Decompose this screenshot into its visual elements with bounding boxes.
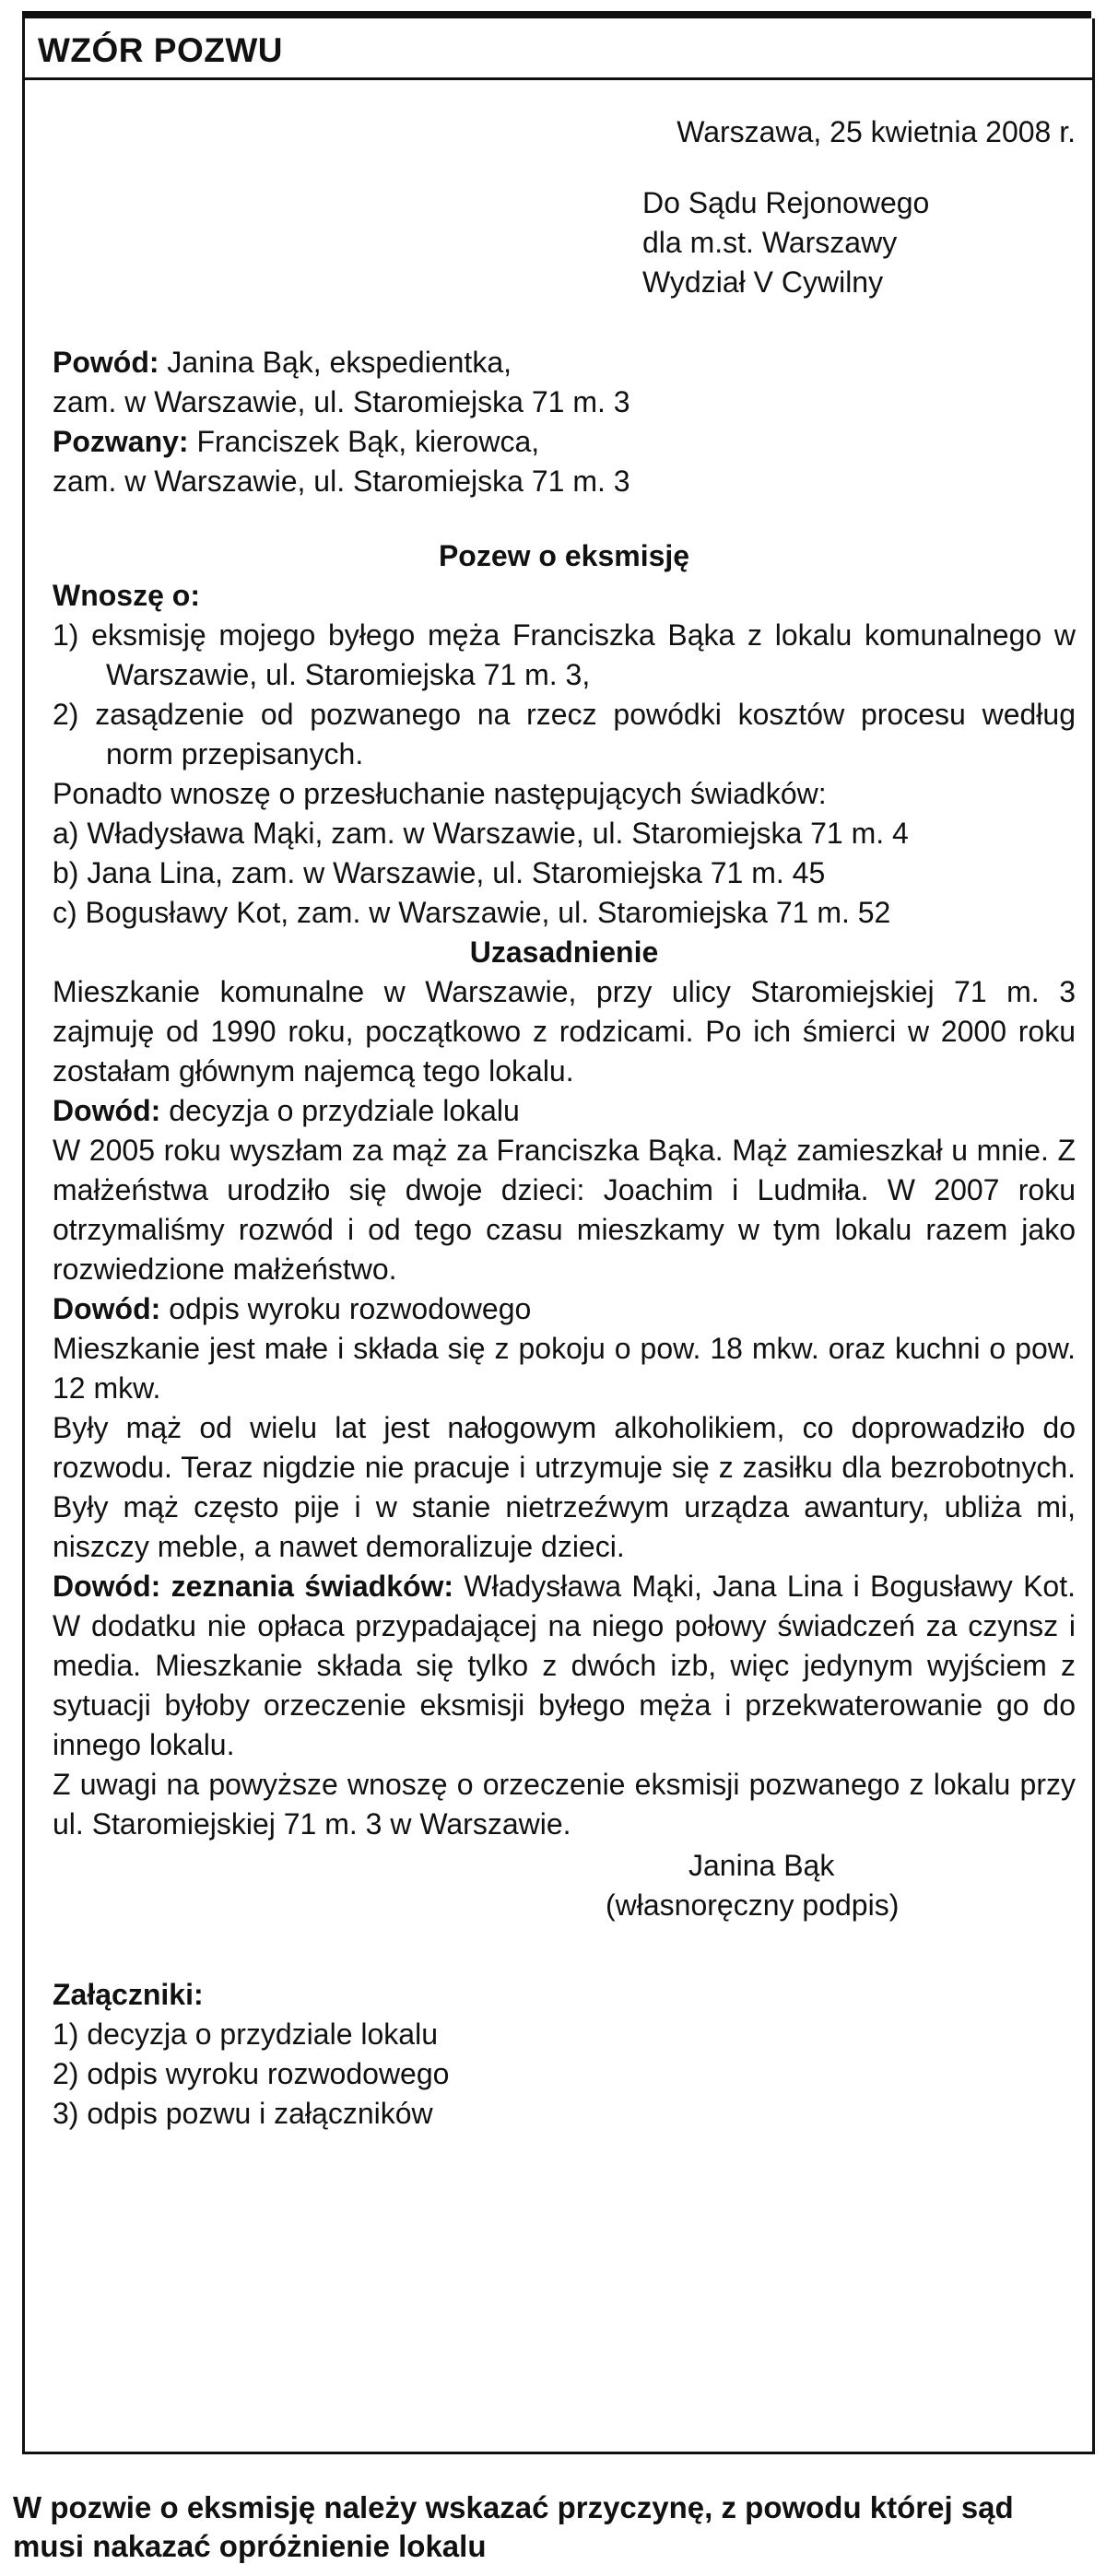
figure-caption: W pozwie o eksmisję należy wskazać przyczynę, z powodu której sąd musi nakazać opróżnienie lokalu [13, 2490, 1014, 2563]
witness-intro: Ponadto wnoszę o przesłuchanie następujących świadków: [53, 777, 827, 810]
parties [53, 343, 1076, 501]
title-row [25, 18, 1092, 80]
document-title: WZÓR POZWU [38, 31, 284, 69]
evidence-line [53, 1289, 1076, 1329]
attachment-item: 1) decyzja o przydziale lokalu [53, 2017, 438, 2051]
request-label: Wnoszę o: [53, 579, 200, 612]
plaintiff-name: Janina Bąk, ekspedientka, [159, 346, 512, 379]
plaintiff-label: Powód: [53, 346, 159, 379]
defendant-label: Pozwany: [53, 425, 189, 458]
top-rule [22, 11, 1091, 18]
evidence-label: Dowód: [53, 1292, 161, 1325]
justification-paragraph: Mieszkanie komunalne w Warszawie, przy ulicy Staromiejskiej 71 m. 3 zajmuję od 1990 roku, początkowo z rodzicami. Po ich śmierci w 2000 roku zostałam głównym najemcą tego lokalu. [53, 975, 1076, 1088]
evidence-line [53, 1091, 1076, 1131]
court-line: Wydział V Cywilny [642, 265, 884, 299]
plaintiff-address: zam. w Warszawie, ul. Staromiejska 71 m. 3 [53, 385, 630, 418]
request-list [53, 616, 1076, 774]
evidence-paragraph [53, 1567, 1076, 1765]
evidence-text: Władysława Mąki, Jana Lina i Bogusławy Kot. W dodatku nie opłaca przypadającej na niego połowy świadczeń za czynsz i media. Mieszkanie składa się tylko z dwóch izb, więc jedynym wyjściem z sytuacji byłoby orzeczenie eksmisji byłego męża i przekwaterowanie go do innego lokalu. [53, 1570, 1076, 1761]
defendant-line [53, 422, 1076, 462]
justification-title: Uzasadnienie [469, 935, 659, 969]
request-item: 1) eksmisję mojego byłego męża Franciszka Bąka z lokalu komunalnego w Warszawie, ul. Staromiejska 71 m. 3, [53, 618, 1076, 691]
justification-paragraph: Były mąż od wielu lat jest nałogowym alkoholikiem, co doprowadziło do rozwodu. Teraz nigdzie nie pracuje i utrzymuje się z zasiłku dla bezrobotnych. Były mąż często pije i w stanie nietrzeźwym urządza awantury, ubliża mi, niszczy meble, a nawet demoralizuje dzieci. [53, 1411, 1076, 1563]
witness-item: c) Bogusławy Kot, zam. w Warszawie, ul. Staromiejska 71 m. 52 [53, 896, 891, 929]
justification-paragraph: W 2005 roku wyszłam za mąż za Franciszka Bąka. Mąż zamieszkał u mnie. Z małżeństwa urodziło się dwoje dzieci: Joachim i Ludmiła. W 2007 roku otrzymaliśmy rozwód i od tego czasu mieszkamy w tym lokalu razem jako rozwiedzione małżeństwo. [53, 1134, 1076, 1286]
defendant-address: zam. w Warszawie, ul. Staromiejska 71 m. 3 [53, 465, 630, 498]
witness-item: a) Władysława Mąki, zam. w Warszawie, ul. Staromiejska 71 m. 4 [53, 817, 909, 850]
document-frame [22, 18, 1095, 2454]
court-line: dla m.st. Warszawy [642, 226, 898, 259]
attachment-item: 2) odpis wyroku rozwodowego [53, 2057, 450, 2090]
attachments-title: Załączniki: [53, 1978, 204, 2011]
request-item: 2) zasądzenie od pozwanego na rzecz powódki kosztów procesu według norm przepisanych. [53, 698, 1076, 770]
justification-paragraph: Z uwagi na powyższe wnoszę o orzeczenie eksmisji pozwanego z lokalu przy ul. Staromiejskiej 71 m. 3 w Warszawie. [53, 1768, 1076, 1841]
court-address [642, 183, 1076, 302]
justification-paragraph: Mieszkanie jest małe i składa się z pokoju o pow. 18 mkw. oraz kuchni o pow. 12 mkw. [53, 1332, 1076, 1405]
evidence-label: Dowód: [53, 1094, 161, 1127]
witness-item: b) Jana Lina, zam. w Warszawie, ul. Staromiejska 71 m. 45 [53, 856, 826, 889]
document-body [53, 77, 1076, 2134]
attachment-item: 3) odpis pozwu i załączników [53, 2097, 433, 2130]
signature-note: (własnoręczny podpis) [606, 1888, 900, 1922]
claim-title: Pozew o eksmisję [438, 539, 690, 572]
evidence-label: Dowód: zeznania świadków: [53, 1570, 454, 1603]
evidence-text: decyzja o przydziale lokalu [160, 1094, 520, 1127]
evidence-text: odpis wyroku rozwodowego [160, 1292, 532, 1325]
plaintiff-line [53, 343, 1076, 382]
defendant-name: Franciszek Bąk, kierowca, [188, 425, 540, 458]
court-line: Do Sądu Rejonowego [642, 186, 930, 219]
signature-name: Janina Bąk [688, 1849, 835, 1882]
document-date: Warszawa, 25 kwietnia 2008 r. [677, 115, 1076, 148]
